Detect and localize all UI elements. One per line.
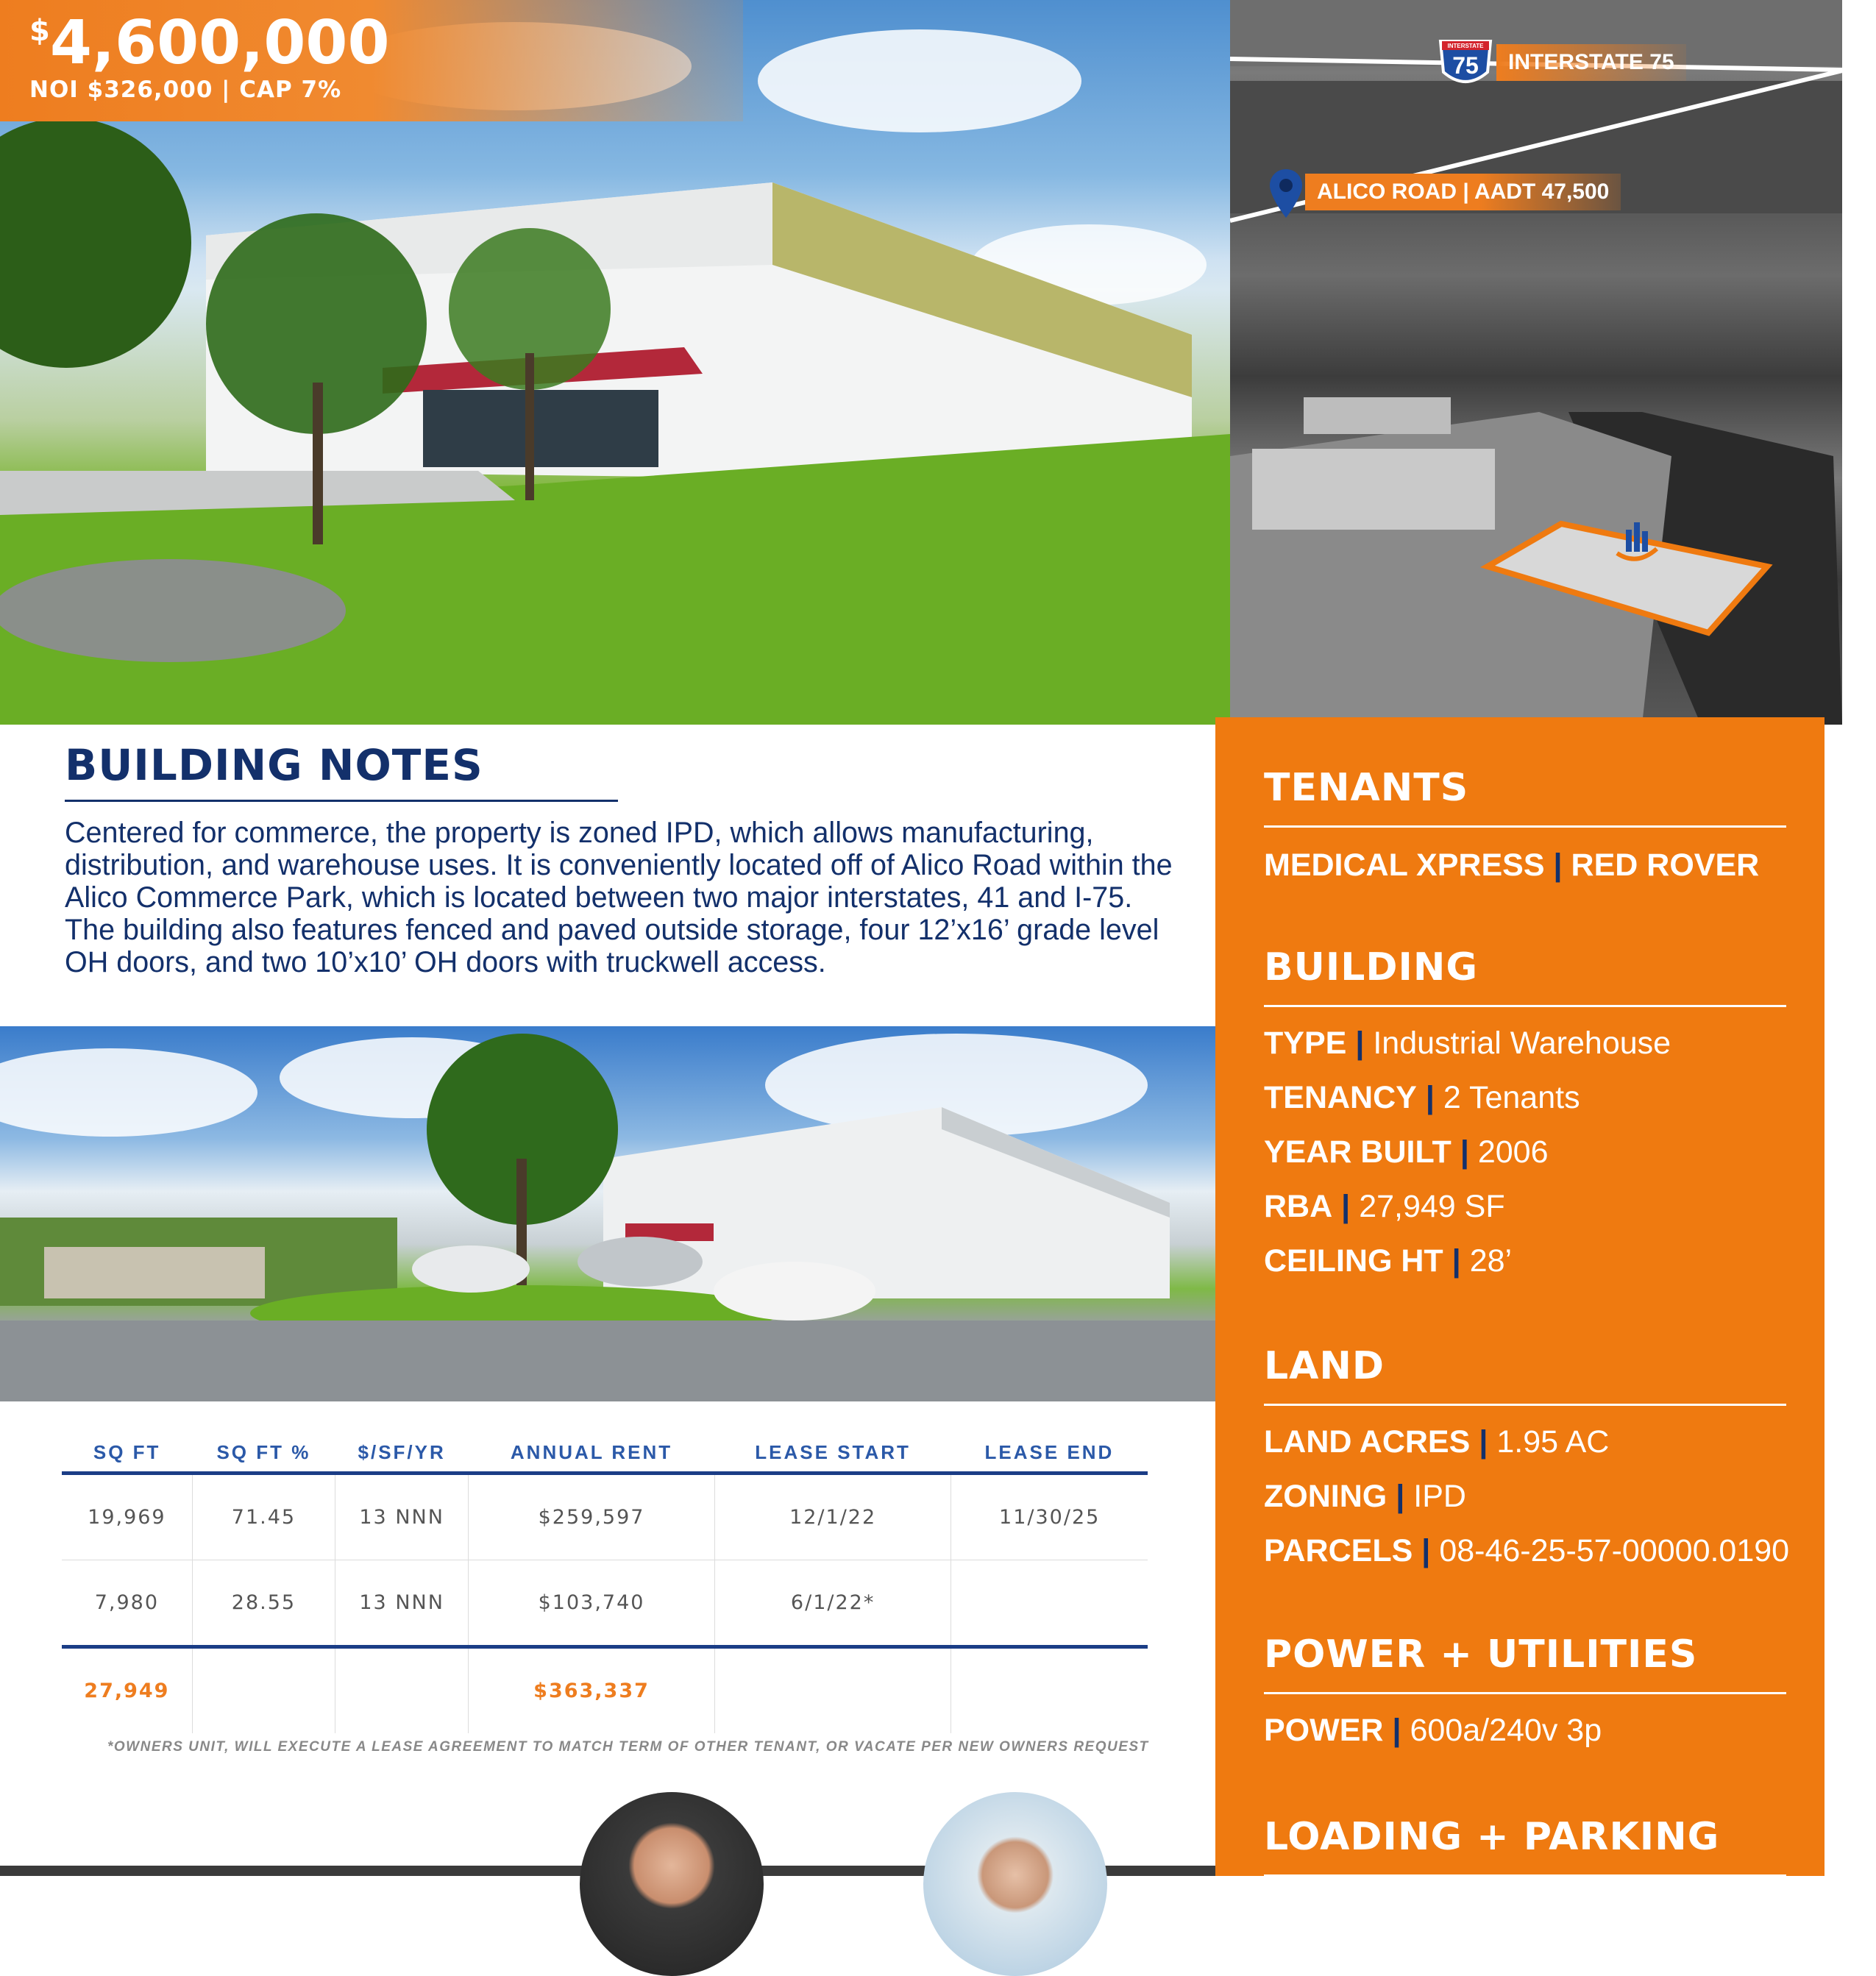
cell-sq-ft-pct: 28.55 [192, 1560, 335, 1646]
cell-annual-rent: $103,740 [469, 1560, 715, 1646]
land-heading: LAND [1264, 1344, 1786, 1406]
detail-row: POWER | 600a/240v 3p [1264, 1713, 1602, 1748]
interstate-75-label: INTERSTATE 75 [1496, 44, 1686, 81]
power-heading: POWER + UTILITIES [1264, 1632, 1786, 1694]
brokerage-logo-icon [1611, 515, 1663, 566]
cell-lease-start: 6/1/22* [714, 1560, 951, 1646]
detail-row: YEAR BUILT | 2006 [1264, 1134, 1549, 1170]
land-section [1264, 1344, 1790, 1578]
detail-row: CEILING HT | 28’ [1264, 1243, 1513, 1279]
cell-sq-ft: 7,980 [62, 1560, 192, 1646]
loading-heading: LOADING + PARKING [1264, 1815, 1786, 1877]
tenants-heading: TENANTS [1264, 766, 1786, 828]
cell-lease-start: 12/1/22 [714, 1473, 951, 1560]
aerial-illustration [1230, 0, 1842, 725]
rent-roll-table [62, 1435, 1148, 1733]
detail-row: TENANCY | 2 Tenants [1264, 1080, 1580, 1115]
cell-rate: 13 NNN [335, 1473, 469, 1560]
hero-building-photo [0, 0, 1230, 725]
tenants-section [1264, 766, 1786, 892]
table-row [62, 1473, 1148, 1560]
total-rate [335, 1646, 469, 1733]
cell-annual-rent: $259,597 [469, 1473, 715, 1560]
total-annual-rent: $363,337 [469, 1646, 715, 1733]
tenant-name: MEDICAL XPRESS [1264, 847, 1545, 883]
table-footnote: *OWNERS UNIT, WILL EXECUTE A LEASE AGREEMENT TO MATCH TERM OF OTHER TENANT, OR VACATE PER NEW OWNERS REQUEST [107, 1739, 1149, 1755]
header-annual-rent: ANNUAL RENT [469, 1435, 715, 1473]
aerial-map-photo [1230, 0, 1842, 725]
alico-road-label: ALICO ROAD | AADT 47,500 [1305, 174, 1621, 210]
cell-lease-end: 11/30/25 [951, 1473, 1148, 1560]
cell-sq-ft-pct: 71.45 [192, 1473, 335, 1560]
table-row [62, 1560, 1148, 1646]
tenant-name: RED ROVER [1571, 847, 1760, 883]
parking-illustration [0, 1026, 1230, 1401]
building-heading: BUILDING [1264, 945, 1786, 1007]
power-section [1264, 1632, 1786, 1758]
header-lease-end: LEASE END [951, 1435, 1148, 1473]
detail-row: LAND ACRES | 1.95 AC [1264, 1424, 1610, 1460]
total-lease-start [714, 1646, 951, 1733]
detail-row: RBA | 27,949 SF [1264, 1189, 1505, 1224]
tenants-row: MEDICAL XPRESS | RED ROVER [1264, 847, 1760, 883]
cell-lease-end [951, 1560, 1148, 1646]
building-notes-divider [65, 800, 618, 802]
cell-rate: 13 NNN [335, 1560, 469, 1646]
price-banner [0, 0, 743, 121]
noi-cap-rate: NOI $326,000 | CAP 7% [29, 77, 342, 103]
header-sq-ft: SQ FT [62, 1435, 192, 1473]
loading-section [1264, 1815, 1786, 1877]
table-header-row [62, 1435, 1148, 1473]
building-section [1264, 945, 1786, 1288]
total-sq-ft-pct [192, 1646, 335, 1733]
header-rate: $/SF/YR [335, 1435, 469, 1473]
total-lease-end [951, 1646, 1148, 1733]
total-sq-ft: 27,949 [62, 1646, 192, 1733]
property-details-panel [1215, 717, 1825, 1876]
detail-row: ZONING | IPD [1264, 1479, 1466, 1514]
table-total-row [62, 1646, 1148, 1733]
header-sq-ft-pct: SQ FT % [192, 1435, 335, 1473]
building-notes-body: Centered for commerce, the property is zoned IPD, which allows manufacturing, distribution, and warehouse uses. It is conveniently located off of Alico Road within the Alico Commerce Park, which is located between two major interstates, 41 and I-75. The building also features fenced and paved outside storage, four 12’x16’ grade level OH doors, and two 10’x10’ OH doors with truckwell access. [65, 817, 1173, 978]
location-pin-icon [1268, 168, 1304, 219]
agent-photo-avatar [923, 1792, 1107, 1976]
header-lease-start: LEASE START [714, 1435, 951, 1473]
building-notes-title: BUILDING NOTES [65, 740, 483, 790]
parking-lot-photo [0, 1026, 1230, 1401]
svg-text:INTERSTATE: INTERSTATE [1447, 43, 1484, 49]
detail-row: TYPE | Industrial Warehouse [1264, 1026, 1671, 1061]
asking-price: $4,600,000 [29, 8, 390, 78]
cell-sq-ft: 19,969 [62, 1473, 192, 1560]
interstate-shield-icon [1436, 34, 1495, 93]
agent-photo-avatar [580, 1792, 764, 1976]
detail-row: PARCELS | 08-46-25-57-00000.0190 [1264, 1533, 1790, 1568]
svg-text:75: 75 [1452, 52, 1479, 79]
